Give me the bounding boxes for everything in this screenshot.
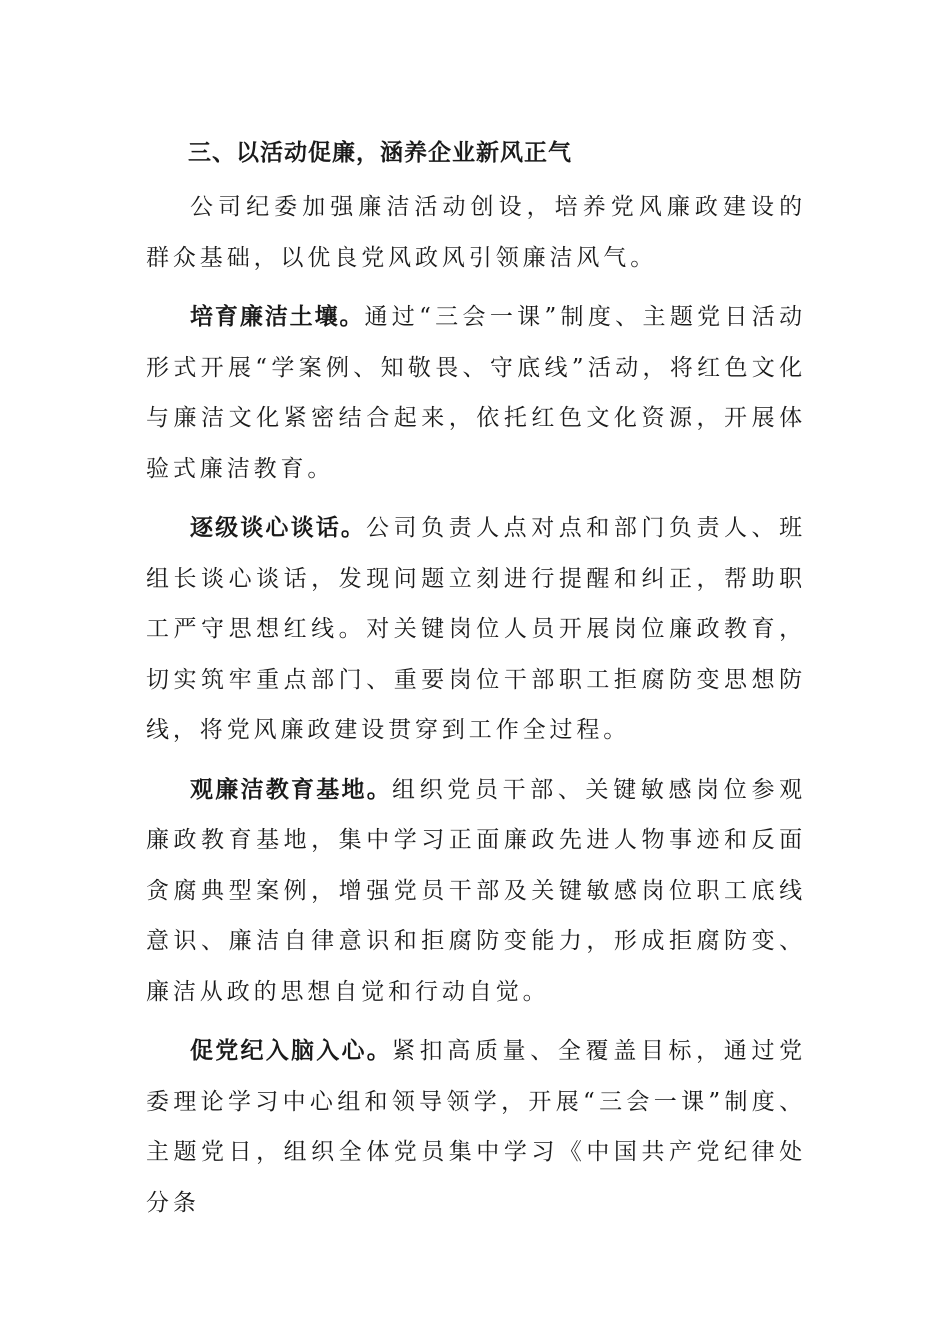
intro-paragraph: 公司纪委加强廉洁活动创设，培养党风廉政建设的群众基础，以优良党风政风引领廉洁风气。 <box>146 194 806 271</box>
paragraph-body-cultivate-integrity: 通过“三会一课”制度、主题党日活动形式开展“学案例、知敬畏、守底线”活动，将红色文化与廉洁文化紧密结合起来，依托红色文化资源，开展体验式廉洁教育。 <box>146 304 806 482</box>
paragraph-lead-party-discipline: 促党纪入脑入心。 <box>190 1038 392 1064</box>
paragraph-lead-heart-to-heart-talks: 逐级谈心谈话。 <box>190 515 366 541</box>
document-page <box>146 128 806 1237</box>
paragraph-lead-education-base-visit: 观廉洁教育基地。 <box>190 776 392 803</box>
paragraph-body-party-discipline: 紧扣高质量、全覆盖目标，通过党委理论学习中心组和领导领学，开展“三会一课”制度、主题党日，组织全体党员集中学习《中国共产党纪律处分条 <box>146 1038 806 1216</box>
section-heading: 三、以活动促廉，涵养企业新风正气 <box>188 140 572 166</box>
paragraph-party-discipline <box>146 1026 806 1228</box>
paragraph-body-heart-to-heart-talks: 公司负责人点对点和部门负责人、班组长谈心谈话，发现问题立刻进行提醒和纠正，帮助职工严守思想红线。对关键岗位人员开展岗位廉政教育，切实筑牢重点部门、重要岗位干部职工拒腐防变思想防线，将党风廉政建设贯穿到工作全过程。 <box>146 515 806 743</box>
paragraph-cultivate-integrity <box>146 292 806 494</box>
paragraph-heart-to-heart-talks <box>146 503 806 756</box>
paragraph-education-base-visit <box>146 765 806 1018</box>
paragraph-body-education-base-visit: 组织党员干部、关键敏感岗位参观廉政教育基地，集中学习正面廉政先进人物事迹和反面贪腐典型案例，增强党员干部及关键敏感岗位职工底线意识、廉洁自律意识和拒腐防变能力，形成拒腐防变、廉洁从政的思想自觉和行动自觉。 <box>146 776 806 1005</box>
paragraph-lead-cultivate-integrity: 培育廉洁土壤。 <box>190 304 365 330</box>
